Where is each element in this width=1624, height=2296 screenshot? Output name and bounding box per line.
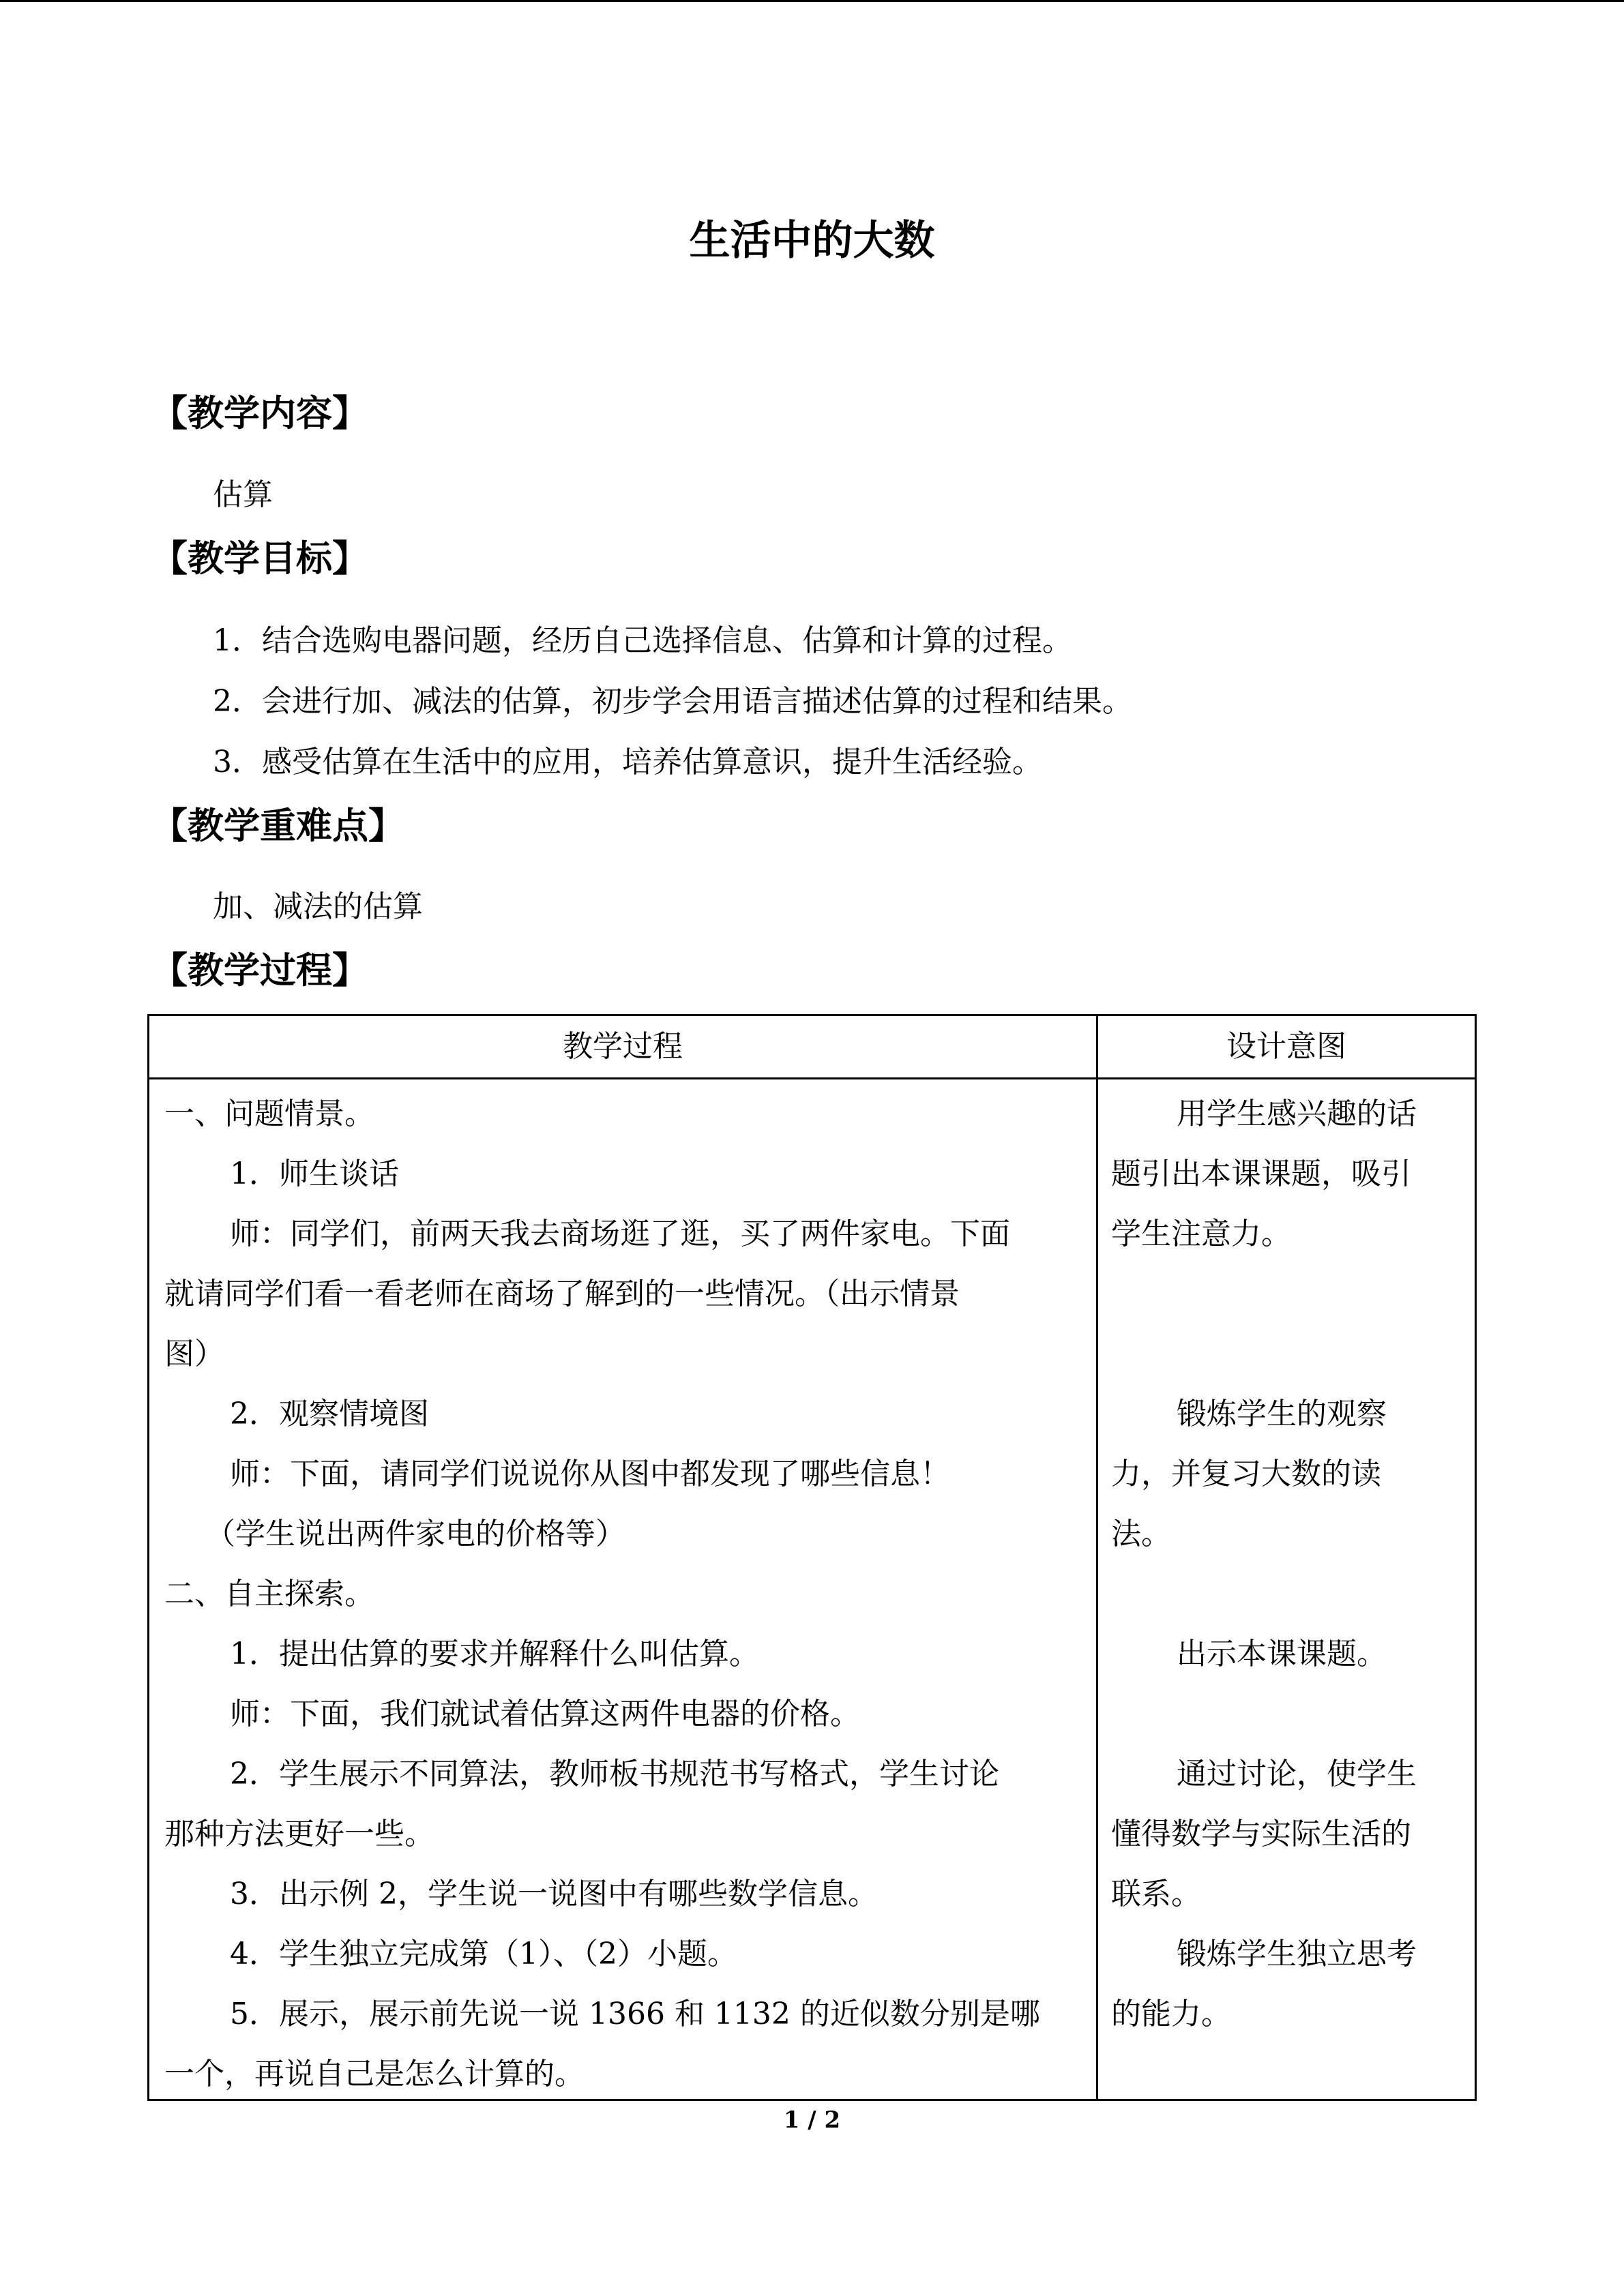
process-line: 那种方法更好一些。 bbox=[164, 1817, 434, 1851]
process-line: （学生说出两件家电的价格等） bbox=[205, 1517, 625, 1551]
process-line: 图） bbox=[164, 1337, 224, 1371]
process-line: 3．出示例 2，学生说一说图中有哪些数学信息。 bbox=[230, 1877, 878, 1911]
page-number: 1 / 2 bbox=[783, 2106, 841, 2134]
process-line: 2．观察情境图 bbox=[230, 1397, 429, 1431]
process-line: 一、问题情景。 bbox=[164, 1097, 374, 1131]
process-line: 一个，再说自己是怎么计算的。 bbox=[164, 2057, 585, 2091]
intent-line: 的能力。 bbox=[1111, 1997, 1231, 2031]
process-line: 2．学生展示不同算法，教师板书规范书写格式，学生讨论 bbox=[230, 1757, 999, 1791]
process-line: 1．提出估算的要求并解释什么叫估算。 bbox=[230, 1637, 759, 1671]
section-heading-process: 【教学过程】 bbox=[151, 950, 368, 992]
page-title: 生活中的大数 bbox=[689, 217, 935, 265]
process-line: 师：下面，请同学们说说你从图中都发现了哪些信息！ bbox=[230, 1457, 950, 1491]
table-header-divider bbox=[149, 1077, 1475, 1079]
process-line: 4．学生独立完成第（1）、（2）小题。 bbox=[230, 1937, 737, 1971]
goal-item-2: 2．会进行加、减法的估算，初步学会用语言描述估算的过程和结果。 bbox=[213, 684, 1132, 719]
intent-line: 懂得数学与实际生活的 bbox=[1111, 1817, 1411, 1851]
key-point-line: 加、减法的估算 bbox=[213, 889, 423, 924]
teaching-process-table bbox=[147, 1014, 1477, 2101]
intent-line: 题引出本课课题，吸引 bbox=[1111, 1157, 1411, 1191]
table-header-process: 教学过程 bbox=[563, 1029, 683, 1064]
intent-line: 出示本课课题。 bbox=[1177, 1637, 1387, 1671]
process-line: 5．展示，展示前先说一说 1366 和 1132 的近似数分别是哪 bbox=[230, 1997, 1040, 2031]
table-column-divider bbox=[1096, 1016, 1098, 2099]
content-line: 估算 bbox=[213, 477, 273, 512]
goal-item-1: 1．结合选购电器问题，经历自己选择信息、估算和计算的过程。 bbox=[213, 623, 1072, 658]
process-line: 就请同学们看一看老师在商场了解到的一些情况。（出示情景 bbox=[164, 1277, 960, 1311]
process-line: 师：下面，我们就试着估算这两件电器的价格。 bbox=[230, 1697, 860, 1731]
intent-line: 学生注意力。 bbox=[1111, 1217, 1291, 1251]
process-line: 师：同学们，前两天我去商场逛了逛，买了两件家电。下面 bbox=[230, 1217, 1010, 1251]
intent-line: 联系。 bbox=[1111, 1877, 1201, 1911]
process-line: 二、自主探索。 bbox=[164, 1577, 374, 1611]
intent-line: 用学生感兴趣的话 bbox=[1177, 1097, 1417, 1131]
goal-item-3: 3．感受估算在生活中的应用，培养估算意识，提升生活经验。 bbox=[213, 745, 1042, 779]
section-heading-key-points: 【教学重难点】 bbox=[151, 805, 404, 847]
intent-line: 锻炼学生独立思考 bbox=[1177, 1937, 1417, 1971]
intent-line: 力，并复习大数的读 bbox=[1111, 1457, 1381, 1491]
intent-line: 锻炼学生的观察 bbox=[1177, 1397, 1387, 1431]
section-heading-goals: 【教学目标】 bbox=[151, 538, 368, 580]
intent-line: 通过讨论，使学生 bbox=[1177, 1757, 1417, 1791]
top-border-line bbox=[0, 0, 1624, 2]
process-line: 1．师生谈话 bbox=[230, 1157, 399, 1191]
table-header-intent: 设计意图 bbox=[1226, 1029, 1346, 1064]
section-heading-content: 【教学内容】 bbox=[151, 393, 368, 434]
intent-line: 法。 bbox=[1111, 1517, 1171, 1551]
